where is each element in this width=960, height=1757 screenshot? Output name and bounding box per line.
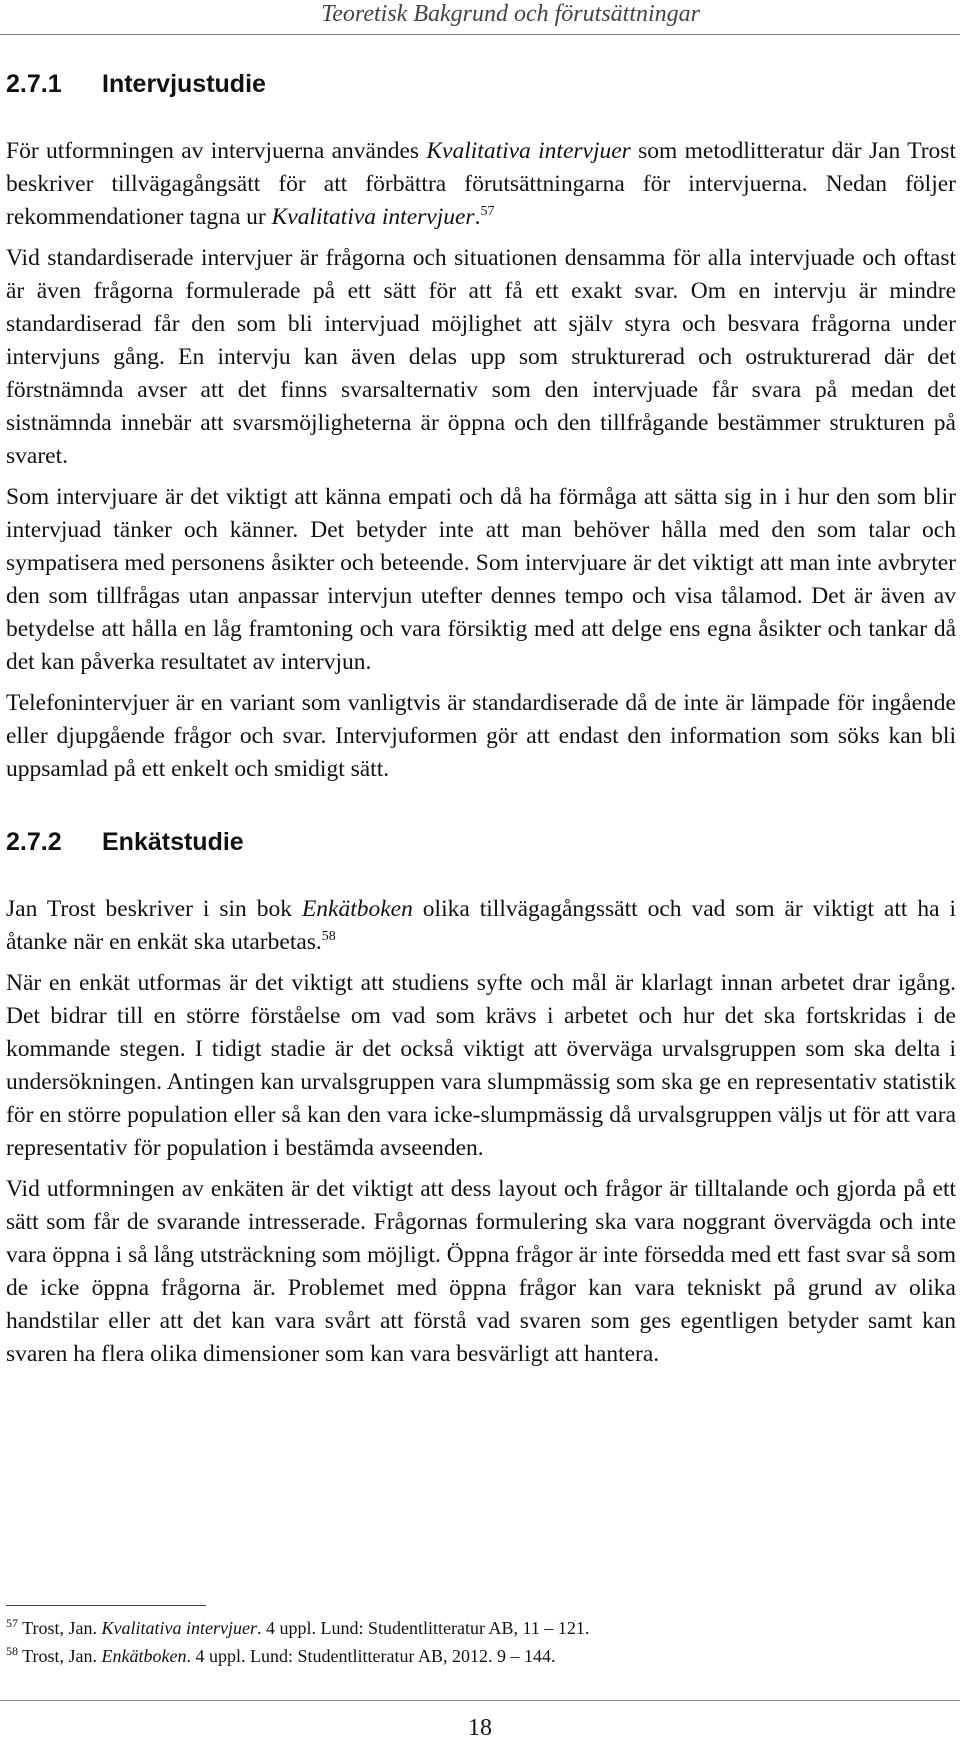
footer-rule xyxy=(0,1700,960,1701)
section-title: Intervjustudie xyxy=(102,70,266,98)
book-title: Kvalitativa intervjuer xyxy=(426,138,631,164)
book-title: Kvalitativa intervjuer xyxy=(271,204,475,230)
page-number: 18 xyxy=(468,1715,492,1741)
section-heading-2-7-2 xyxy=(6,828,956,857)
paragraph: Som intervjuare är det viktigt att känna empati och då ha förmåga att sätta sig in i hur den som blir intervjuad tänker och känner. Det betyder inte att man behöver hålla med den som talar och sympatisera med personens åsikter och beteende. Som intervjuare är det viktigt att man inte avbryter den som tillfrågas utan anpassar intervjun utefter dennes tempo och visa tålamod. Det är även av betydelse att hålla en låg framtoning och vara försiktig med att delge ens egna åsikter och tankar då det kan påverka resultatet av intervjun. xyxy=(6,484,956,675)
footnote-ref[interactable]: 57 xyxy=(480,204,495,220)
footnote: $^{57}$ Trost, Jan. Kvalitativa intervjuer. 4 uppl. Lund: Studentlitteratur AB, 11 – 121. xyxy=(6,1616,590,1638)
footnotes xyxy=(6,1614,906,1670)
paragraph: När en enkät utformas är det viktigt att studiens syfte och mål är klarlagt innan arbetet drar igång. Det bidrar till en större förståelse om vad som krävs i arbetet och hur det ska fortskridas i de kommande stegen. I tidigt stadie är det också viktigt att överväga urvalsgruppen som ska delta i undersökningen. Antingen kan urvalsgruppen vara slumpmässig som ska ge en representativ statistik för en större population eller så kan den vara icke-slumpmässig då urvalsgruppen väljs ut för att vara representativ för population i bestämda avseenden. xyxy=(6,970,956,1161)
footnote-ref[interactable]: 58 xyxy=(321,929,336,945)
paragraph: Jan Trost beskriver i sin bok Enkätboken olika tillvägagångssätt och vad som är viktigt att ha i åtanke när en enkät ska utarbetas.$^{58}$ xyxy=(6,896,957,955)
running-header: Teoretisk Bakgrund och förutsättningar xyxy=(321,1,700,27)
section-number: 2.7.1 xyxy=(6,70,62,98)
header-rule xyxy=(0,34,960,35)
paragraph: Vid standardiserade intervjuer är frågorna och situationen densamma för alla intervjuade och oftast är även frågorna formulerade på ett sätt för att få ett exakt svar. Om en intervju är mindre standardiserad får den som bli intervjuad möjlighet att själv styra och besvara frågorna under intervjuns gång. En intervju kan även delas upp som strukturerad och ostrukturerad där det förstnämnda avser att det finns svarsalternativ som den intervjuade får svara på medan det sistnämnda innebär att svarsmöjligheterna är öppna och den tillfrågande bestämmer strukturen på svaret. xyxy=(6,245,956,469)
footnote-rule xyxy=(6,1605,206,1606)
footnote: $^{58}$ Trost, Jan. Enkätboken. 4 uppl. Lund: Studentlitteratur AB, 2012. 9 – 144. xyxy=(6,1644,556,1666)
section-number: 2.7.2 xyxy=(6,828,62,856)
book-title: Enkätboken xyxy=(301,896,413,922)
paragraph: För utformningen av intervjuerna användes Kvalitativa intervjuer som metodlitteratur där Jan Trost beskriver tillvägagångsätt för att förbättra förutsättningarna för intervjuerna. Nedan följer rekommendationer tagna ur Kvalitativa intervjuer.$^{57}$ xyxy=(6,138,956,230)
paragraph: Telefonintervjuer är en variant som vanligtvis är standardiserade då de inte är lämpade för ingående eller djupgående frågor och svar. Intervjuformen gör att endast den information som söks kan bli uppsamlad på ett enkelt och smidigt sätt. xyxy=(6,690,956,782)
section-title: Enkätstudie xyxy=(102,828,244,856)
section-heading-2-7-1 xyxy=(6,70,956,99)
book-title: Enkätboken xyxy=(101,1646,187,1666)
paragraph: Vid utformningen av enkäten är det viktigt att dess layout och frågor är tilltalande och gjorda på ett sätt som får de svarande intresserade. Frågornas formulering ska vara noggrant övervägda och inte vara öppna i så lång utsträckning som möjligt. Öppna frågor är inte försedda med ett fast svar så som de icke öppna frågorna är. Problemet med öppna frågor kan vara tekniskt på grund av olika handstilar eller att det kan vara svårt att förstå vad svaren som ges egentligen betyder samt kan svaren ha flera olika dimensioner som kan vara besvärligt att hantera. xyxy=(6,1176,956,1367)
book-title: Kvalitativa intervjuer xyxy=(101,1618,258,1638)
page-content xyxy=(6,70,956,1371)
